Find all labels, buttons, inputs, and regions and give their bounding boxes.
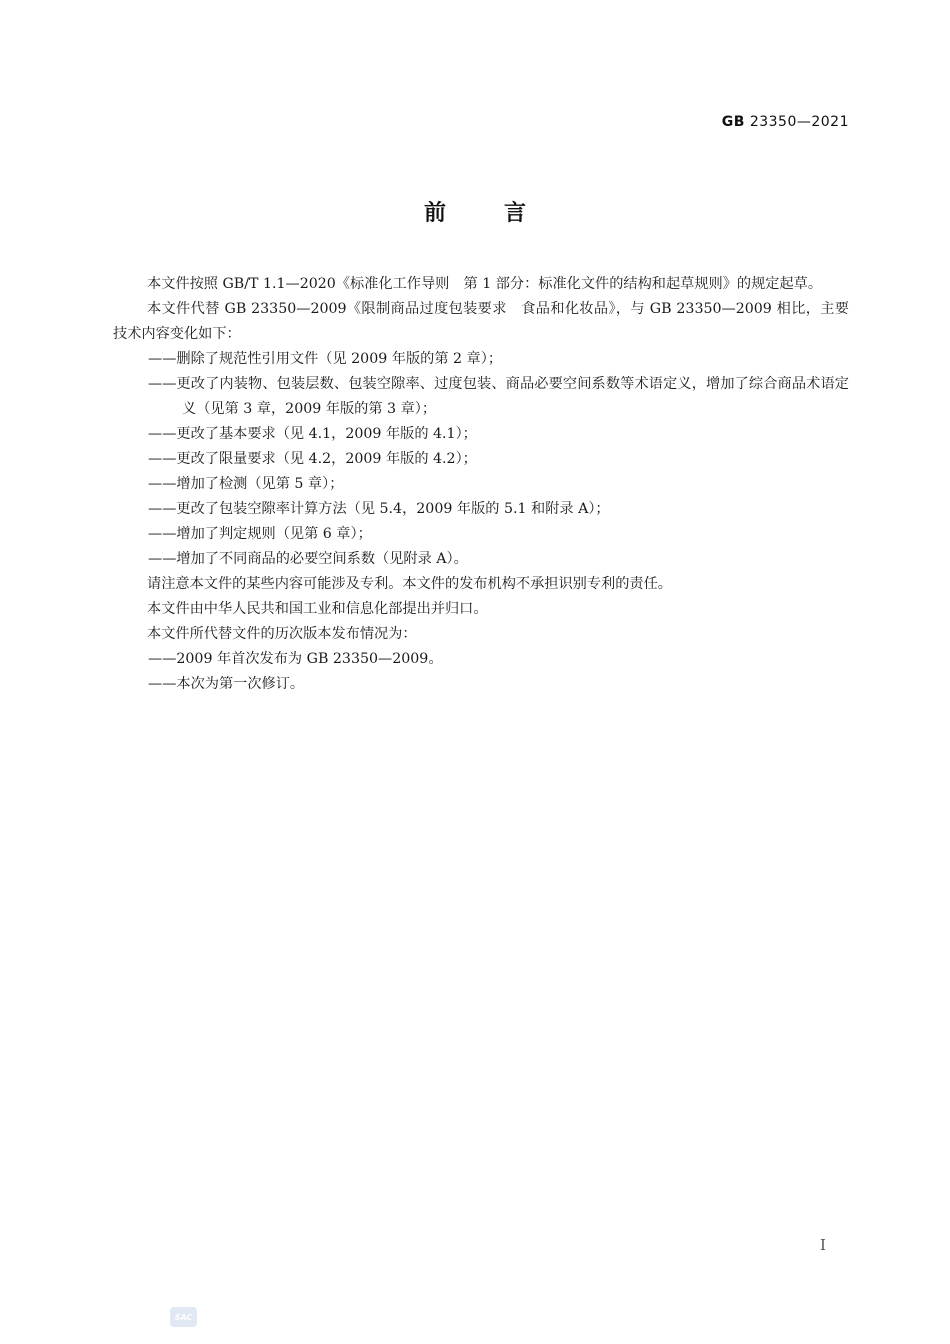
change-item: ——增加了判定规则（见第 6 章）； bbox=[148, 526, 372, 542]
history-item: ——本次为第一次修订。 bbox=[148, 676, 305, 692]
change-item: ——增加了不同商品的必要空间系数（见附录 A）。 bbox=[148, 551, 468, 567]
standard-prefix: GB bbox=[721, 114, 745, 130]
paragraph-proposer: 本文件由中华人民共和国工业和信息化部提出并归口。 bbox=[147, 601, 488, 617]
standard-code bbox=[722, 114, 849, 130]
change-item: ——删除了规范性引用文件（见 2009 年版的第 2 章）； bbox=[148, 351, 503, 367]
history-item: ——2009 年首次发布为 GB 23350—2009。 bbox=[148, 651, 443, 667]
change-item: ——更改了基本要求（见 4.1，2009 年版的 4.1）； bbox=[148, 426, 477, 442]
paragraph-drafting: 本文件按照 GB/T 1.1—2020《标准化工作导则 第 1 部分：标准化文件的结构和起草规则》的规定起草。 bbox=[147, 276, 823, 292]
document-body bbox=[113, 272, 849, 697]
standard-number: 23350—2021 bbox=[749, 114, 849, 130]
paragraph-history-intro: 本文件所代替文件的历次版本发布情况为： bbox=[147, 626, 417, 642]
paragraph-patent-note: 请注意本文件的某些内容可能涉及专利。本文件的发布机构不承担识别专利的责任。 bbox=[147, 576, 672, 592]
paragraph-replaces: 本文件代替 GB 23350—2009《限制商品过度包装要求 食品和化妆品》，与 GB 23350—2009 相比，主要技术内容变化如下： bbox=[113, 301, 849, 342]
change-item: ——更改了限量要求（见 4.2，2009 年版的 4.2）； bbox=[148, 451, 477, 467]
change-item: ——增加了检测（见第 5 章）； bbox=[148, 476, 344, 492]
change-item: ——更改了包装空隙率计算方法（见 5.4，2009 年版的 5.1 和附录 A）； bbox=[148, 501, 610, 517]
sac-logo-icon bbox=[170, 1307, 197, 1327]
page-title: 前言 bbox=[423, 201, 584, 226]
logo-text: SAC bbox=[174, 1312, 193, 1322]
page-number: I bbox=[820, 1236, 826, 1254]
change-item: ——更改了内装物、包装层数、包装空隙率、过度包装、商品必要空间系数等术语定义，增加了综合商品术语定义（见第 3 章，2009 年版的第 3 章）； bbox=[148, 376, 849, 417]
